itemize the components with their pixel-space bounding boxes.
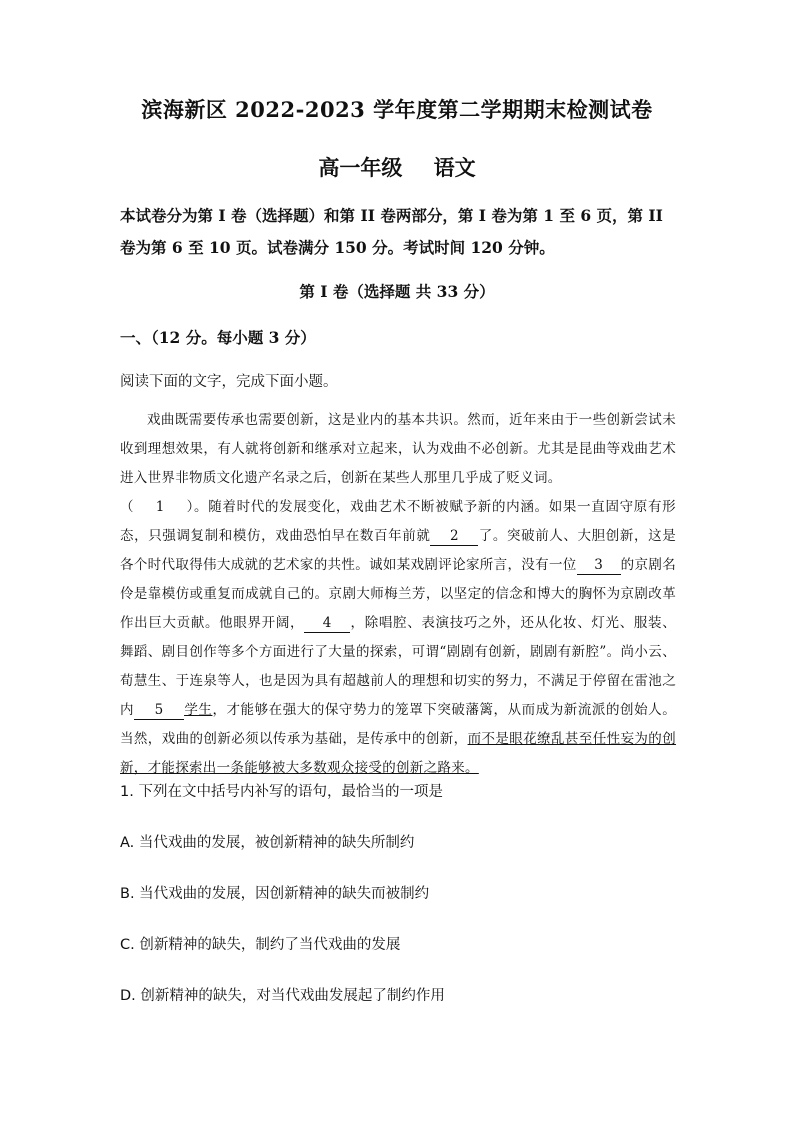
part-one-title: 第 I 卷（选择题 共 33 分）: [299, 282, 495, 301]
passage-text-a: ）。随着时代的发展变化，戏曲艺术不断被赋予新的内涵。如果一直固守原有形态，只强调复制和模仿，戏曲恐怕早在数百年前就: [120, 499, 676, 544]
passage-paragraph-1: 戏曲既需要传承也需要创新，这是业内的基本共识。然而，近年来由于一些创新尝试未收到理想效果，有人就将创新和继承对立起来，认为戏曲不必创新。尤其是昆曲等戏曲艺术进入世界非物质文化遗产名录之后，创新在某些人那里几乎成了贬义词。: [120, 412, 676, 486]
exam-title: 滨海新区 2022-2023 学年度第二学期期末检测试卷: [141, 97, 653, 122]
paren-open: （: [120, 499, 135, 515]
exam-instructions: 本试卷分为第 I 卷（选择题）和第 II 卷两部分，第 I 卷为第 1 至 6 页，第 II 卷为第 6 至 10 页。试卷满分 150 分。考试时间 120 分钟。: [120, 206, 663, 257]
passage-text-d: ，除唱腔、表演技巧之外，还从化妆、灯光、服装、舞蹈、剧目创作等多个方面进行了大量的探索，可谓“剧剧有创新，剧剧有新腔”。尚小云、荀慧生、于连泉等人，也是因为具有超越前人的理想和切实的努力，不满足于停留在雷池之内: [120, 615, 676, 718]
question-1-option-d[interactable]: D. 创新精神的缺失，对当代戏曲发展起了制约作用: [120, 988, 445, 1004]
subject-label: 语文: [433, 155, 476, 180]
question-1-option-c[interactable]: C. 创新精神的缺失，制约了当代戏曲的发展: [120, 937, 401, 953]
grade-label: 高一年级: [318, 155, 403, 180]
passage-text-b: 了。突破前人、大胆创新，这是各个时代取得伟大成就的艺术家的共性。诚如某戏剧评论家所言，没有一位: [120, 528, 676, 573]
question-1-option-a[interactable]: A. 当代戏曲的发展，被创新精神的缺失所制约: [120, 835, 415, 851]
reading-passage: [120, 406, 676, 783]
blank-5-suffix: 学生: [184, 702, 213, 718]
passage-paragraph-2: [120, 493, 676, 783]
blank-2: 2: [430, 527, 478, 546]
blank-4: 4: [304, 614, 350, 633]
blank-1-number: 1: [155, 499, 165, 515]
blank-3: 3: [577, 556, 621, 575]
reading-instruction: 阅读下面的文字，完成下面小题。: [120, 374, 338, 390]
blank-5: 5: [134, 701, 184, 720]
question-1-option-b[interactable]: B. 当代戏曲的发展，因创新精神的缺失而被制约: [120, 886, 430, 902]
passage-text-e: ，才能够在强大的保守势力的笼罩下突破藩篱，从而成为新流派的创始人。当然，戏曲的创新必须以传承为基础，是传承中的创新，: [120, 702, 676, 747]
passage-underlined-sentence: 而不是眼花缭乱甚至任性妄为的创新，才能探索出一条能够被大多数观众接受的创新之路来。: [120, 731, 677, 776]
exam-subtitle: [0, 152, 794, 182]
section-one-title: 一、（12 分。每小题 3 分）: [120, 328, 316, 347]
question-1-stem: 1. 下列在文中括号内补写的语句，最恰当的一项是: [120, 784, 443, 800]
passage-text-c: 的京剧名伶是靠模仿或重复而成就自己的。京剧大师梅兰芳，以坚定的信念和博大的胸怀为京剧改革作出巨大贡献。他眼界开阔，: [120, 557, 676, 631]
